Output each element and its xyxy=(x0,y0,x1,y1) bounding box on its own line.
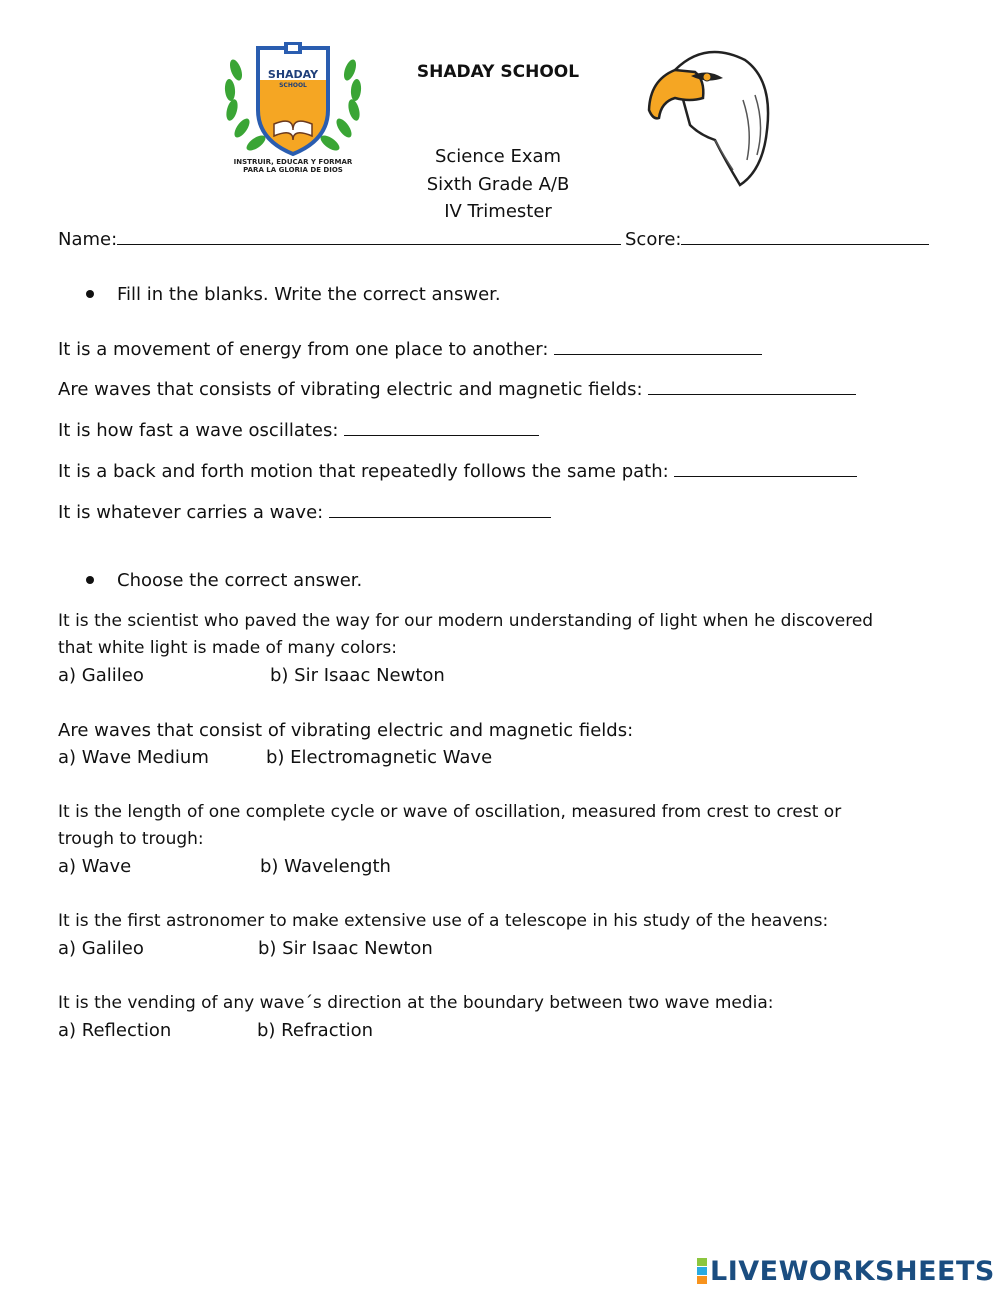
eagle-mascot xyxy=(645,40,775,190)
school-name: SHADAY SCHOOL xyxy=(416,62,580,82)
choice-question-1-line2: that white light is made of many colors: xyxy=(58,638,398,658)
logo-motto-line2: PARA LA GLORIA DE DIOS xyxy=(243,166,343,174)
bullet-icon xyxy=(86,576,94,584)
choice-4-option-b[interactable]: b) Sir Isaac Newton xyxy=(258,938,433,959)
fill-question-text: It is a movement of energy from one place to another: xyxy=(58,339,549,360)
choice-3-option-b[interactable]: b) Wavelength xyxy=(260,856,391,877)
fill-question-2 xyxy=(58,376,856,403)
section2-instruction: Choose the correct answer. xyxy=(117,570,363,591)
eagle-head-icon xyxy=(645,40,775,190)
grade-label: Sixth Grade A/B xyxy=(426,174,570,195)
fill-question-text: It is whatever carries a wave: xyxy=(58,502,324,523)
choice-question-1-line1: It is the scientist who paved the way for our modern understanding of light when he discovered xyxy=(58,611,874,631)
fill-answer-blank[interactable] xyxy=(648,376,856,395)
choice-5-option-b[interactable]: b) Refraction xyxy=(257,1020,374,1041)
fill-answer-blank[interactable] xyxy=(674,458,857,477)
choice-question-5-line1: It is the vending of any wave´s direction at the boundary between two wave media: xyxy=(58,993,774,1013)
choice-4-option-a[interactable]: a) Galileo xyxy=(58,938,144,959)
trimester-label: IV Trimester xyxy=(444,201,552,222)
fill-question-4 xyxy=(58,458,857,485)
liveworksheets-logo[interactable] xyxy=(697,1254,995,1288)
choice-1-option-a[interactable]: a) Galileo xyxy=(58,665,144,686)
choice-question-4-line1: It is the first astronomer to make extensive use of a telescope in his study of the heavens: xyxy=(58,911,829,931)
school-logo xyxy=(218,40,368,180)
choice-2-option-a[interactable]: a) Wave Medium xyxy=(58,747,209,768)
fill-answer-blank[interactable] xyxy=(329,499,551,518)
fill-question-3 xyxy=(58,417,539,444)
score-label: Score: xyxy=(625,229,682,250)
choice-1-option-b[interactable]: b) Sir Isaac Newton xyxy=(270,665,445,686)
logo-motto-line1: INSTRUIR, EDUCAR Y FORMAR xyxy=(233,158,353,166)
choice-5-option-a[interactable]: a) Reflection xyxy=(58,1020,172,1041)
choice-question-2-line1: Are waves that consist of vibrating electric and magnetic fields: xyxy=(58,720,634,741)
bullet-icon xyxy=(86,290,94,298)
fill-question-text: It is a back and forth motion that repeatedly follows the same path: xyxy=(58,461,669,482)
fill-question-text: It is how fast a wave oscillates: xyxy=(58,420,339,441)
name-label: Name: xyxy=(58,229,118,250)
name-blank[interactable] xyxy=(117,226,621,245)
fill-answer-blank[interactable] xyxy=(344,417,539,436)
logo-shield-text-top: SHADAY xyxy=(267,68,319,81)
section1-instruction: Fill in the blanks. Write the correct answer. xyxy=(117,284,501,305)
name-field[interactable] xyxy=(58,226,621,253)
fill-answer-blank[interactable] xyxy=(554,336,762,355)
exam-title: Science Exam xyxy=(434,146,562,167)
score-field[interactable] xyxy=(625,226,929,253)
choice-3-option-a[interactable]: a) Wave xyxy=(58,856,132,877)
logo-shield-text-bottom: SCHOOL xyxy=(279,82,307,89)
fill-question-1 xyxy=(58,336,762,363)
choice-2-option-b[interactable]: b) Electromagnetic Wave xyxy=(266,747,493,768)
liveworksheets-icon xyxy=(697,1258,707,1284)
fill-question-5 xyxy=(58,499,551,526)
score-blank[interactable] xyxy=(681,226,929,245)
choice-question-3-line1: It is the length of one complete cycle or wave of oscillation, measured from crest to crest or xyxy=(58,802,842,822)
fill-question-text: Are waves that consists of vibrating electric and magnetic fields: xyxy=(58,379,643,400)
liveworksheets-brand: LIVEWORKSHEETS xyxy=(710,1255,995,1287)
choice-question-3-line2: trough to trough: xyxy=(58,829,204,849)
